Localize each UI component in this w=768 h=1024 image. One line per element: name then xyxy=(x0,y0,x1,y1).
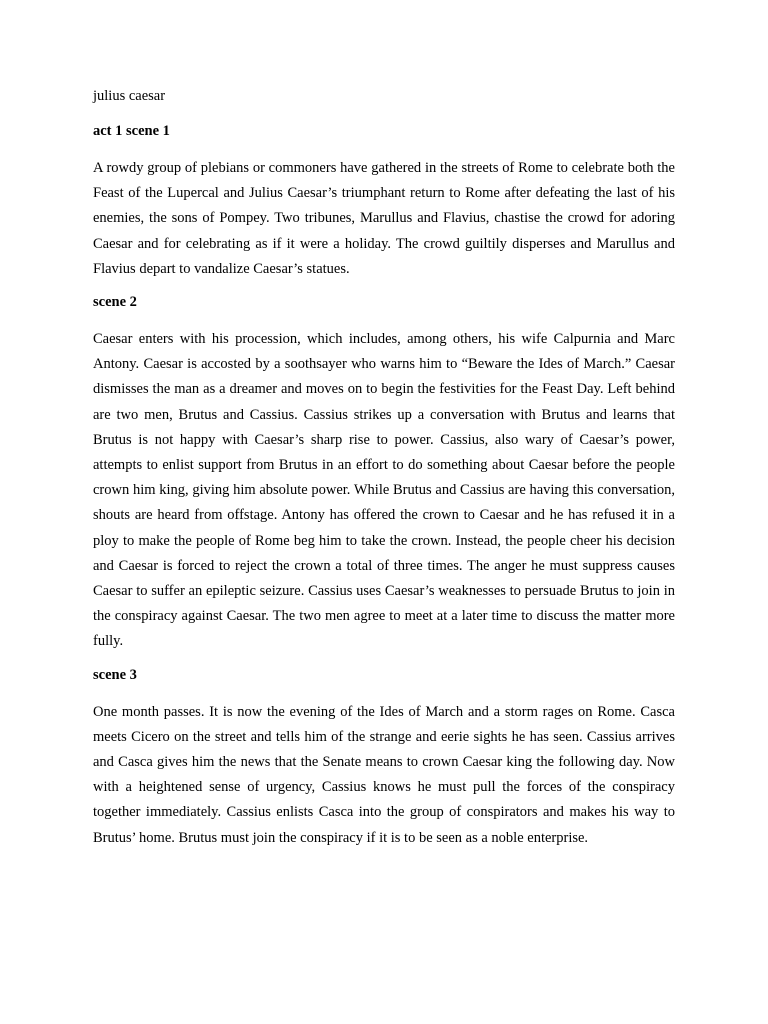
section-heading: act 1 scene 1 xyxy=(93,123,170,139)
section-paragraph: A rowdy group of plebians or commoners have gathered in the streets of Rome to celebrate both the Feast of the Lupercal and Julius Caesar’s triumphant return to Rome after defeating the last of his enemies, the sons of Pompey. Two tribunes, Marullus and Flavius, chastise the crowd for adoring Caesar and for celebrating as if it were a holiday. The crowd guiltily disperses and Marullus and Flavius depart to vandalize Caesar’s statues. xyxy=(93,160,675,277)
section-heading: scene 2 xyxy=(93,294,137,311)
section-scene3 xyxy=(93,665,675,851)
section-scene2 xyxy=(93,292,675,655)
section-heading: scene 3 xyxy=(93,666,137,683)
section-paragraph: One month passes. It is now the evening of the Ides of March and a storm rages on Rome. Casca meets Cicero on the street and tells him of the strange and eerie sights he has seen. Cassius arrives and Casca gives him the news that the Senate means to crown Caesar king the following day. Now with a heightened sense of urgency, Cassius knows he must pull the forces of the conspiracy together immediately. Cassius enlists Casca into the group of conspirators and makes his way to Brutus’ home. Brutus must join the conspiracy if it is to be seen as a noble enterprise. xyxy=(93,703,675,846)
document-page xyxy=(93,86,675,861)
section-act1-scene1 xyxy=(93,121,675,282)
document-title: julius caesar xyxy=(93,88,166,104)
section-paragraph: Caesar enters with his procession, which includes, among others, his wife Calpurnia and Marc Antony. Caesar is accosted by a soothsayer who warns him to “Beware the Ides of March.” Caesar dismisses the man as a dreamer and moves on to begin the festivities for the Feast Day. Left behind are two men, Brutus and Cassius. Cassius strikes up a conversation with Brutus and learns that Brutus is not happy with Caesar’s sharp rise to power. Cassius, also wary of Caesar’s power, attempts to enlist support from Brutus in an effort to do something about Caesar before the people crown him king, giving him absolute power. While Brutus and Cassius are having this conversation, shouts are heard from offstage. Antony has offered the crown to Caesar and he has refused it in a ploy to make the people of Rome beg him to take the crown. Instead, the people cheer his decision and Caesar is forced to reject the crown a total of three times. The anger he must suppress causes Caesar to suffer an epileptic seizure. Cassius uses Caesar’s weaknesses to persuade Brutus to join in the conspiracy against Caesar. The two men agree to meet at a later time to discuss the matter more fully. xyxy=(93,331,675,650)
